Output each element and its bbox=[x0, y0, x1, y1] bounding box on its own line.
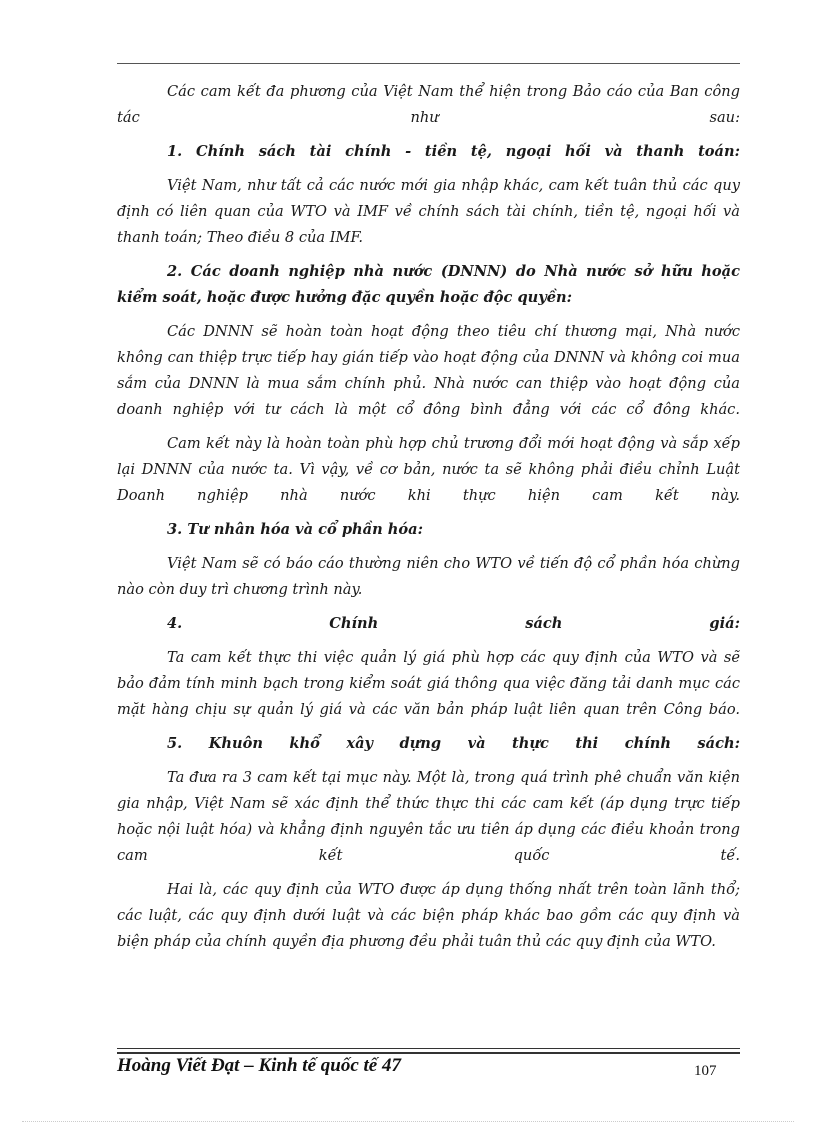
paragraph: Ta cam kết thực thi việc quản lý giá phù hợp các quy định của WTO và sẽ bảo đảm tính minh bạch trong kiểm soát giá thông qua việc đăng tải danh mục các mặt hàng chịu sự quản lý giá và các văn bản pháp luật liên quan trên Công báo. bbox=[117, 649, 740, 718]
section-heading-4: 4. Chính sách giá: bbox=[167, 615, 740, 632]
section-heading-5: 5. Khuôn khổ xây dựng và thực thi chính sách: bbox=[167, 735, 740, 752]
paragraph: Việt Nam, như tất cả các nước mới gia nhập khác, cam kết tuân thủ các quy định có liên quan của WTO và IMF về chính sách tài chính, tiền tệ, ngoại hối và thanh toán; Theo điều 8 của IMF. bbox=[117, 177, 740, 246]
paragraph: Các cam kết đa phương của Việt Nam thể hiện trong Bảo cáo của Ban công tác như sau: bbox=[117, 83, 740, 126]
section-heading-3: 3. Tư nhân hóa và cổ phần hóa: bbox=[167, 521, 423, 538]
footer-author: Hoàng Viết Đạt – Kinh tế quốc tế 47 bbox=[117, 1055, 401, 1076]
paragraph: Ta đưa ra 3 cam kết tại mục này. Một là, trong quá trình phê chuẩn văn kiện gia nhập, Việt Nam sẽ xác định thể thức thực thi các cam kết (áp dụng trực tiếp hoặc nội luật hóa) và khẳng định nguyên tắc ưu tiên áp dụng các điều khoản trong cam kết quốc tế. bbox=[117, 769, 740, 864]
document-body bbox=[117, 79, 740, 963]
page-number: 107 bbox=[694, 1063, 717, 1079]
paragraph: Cam kết này là hoàn toàn phù hợp chủ trương đổi mới hoạt động và sắp xếp lại DNNN của nước ta. Vì vậy, về cơ bản, nước ta sẽ không phải điều chỉnh Luật Doanh nghiệp nhà nước khi thực hiện cam kết này. bbox=[117, 435, 740, 504]
section-heading-2: 2. Các doanh nghiệp nhà nước (DNNN) do Nhà nước sở hữu hoặc kiểm soát, hoặc được hưởng đặc quyền hoặc độc quyền: bbox=[117, 263, 740, 306]
paragraph: Hai là, các quy định của WTO được áp dụng thống nhất trên toàn lãnh thổ; các luật, các quy định dưới luật và các biện pháp khác bao gồm các quy định và biện pháp của chính quyền địa phương đều phải tuân thủ các quy định của WTO. bbox=[117, 881, 740, 950]
header-rule bbox=[117, 63, 740, 64]
section-heading-1: 1. Chính sách tài chính - tiền tệ, ngoại hối và thanh toán: bbox=[167, 143, 740, 160]
footer-rule bbox=[117, 1048, 740, 1049]
footer-rule-thick bbox=[117, 1052, 740, 1054]
paragraph: Các DNNN sẽ hoàn toàn hoạt động theo tiêu chí thương mại, Nhà nước không can thiệp trực tiếp hay gián tiếp vào hoạt động của DNNN và không coi mua sắm của DNNN là mua sắm chính phủ. Nhà nước can thiệp vào hoạt động của doanh nghiệp với tư cách là một cổ đông bình đẳng với các cổ đông khác. bbox=[117, 323, 740, 418]
page-edge-dots bbox=[22, 1121, 794, 1122]
paragraph: Việt Nam sẽ có báo cáo thường niên cho WTO về tiến độ cổ phần hóa chừng nào còn duy trì chương trình này. bbox=[117, 555, 740, 598]
